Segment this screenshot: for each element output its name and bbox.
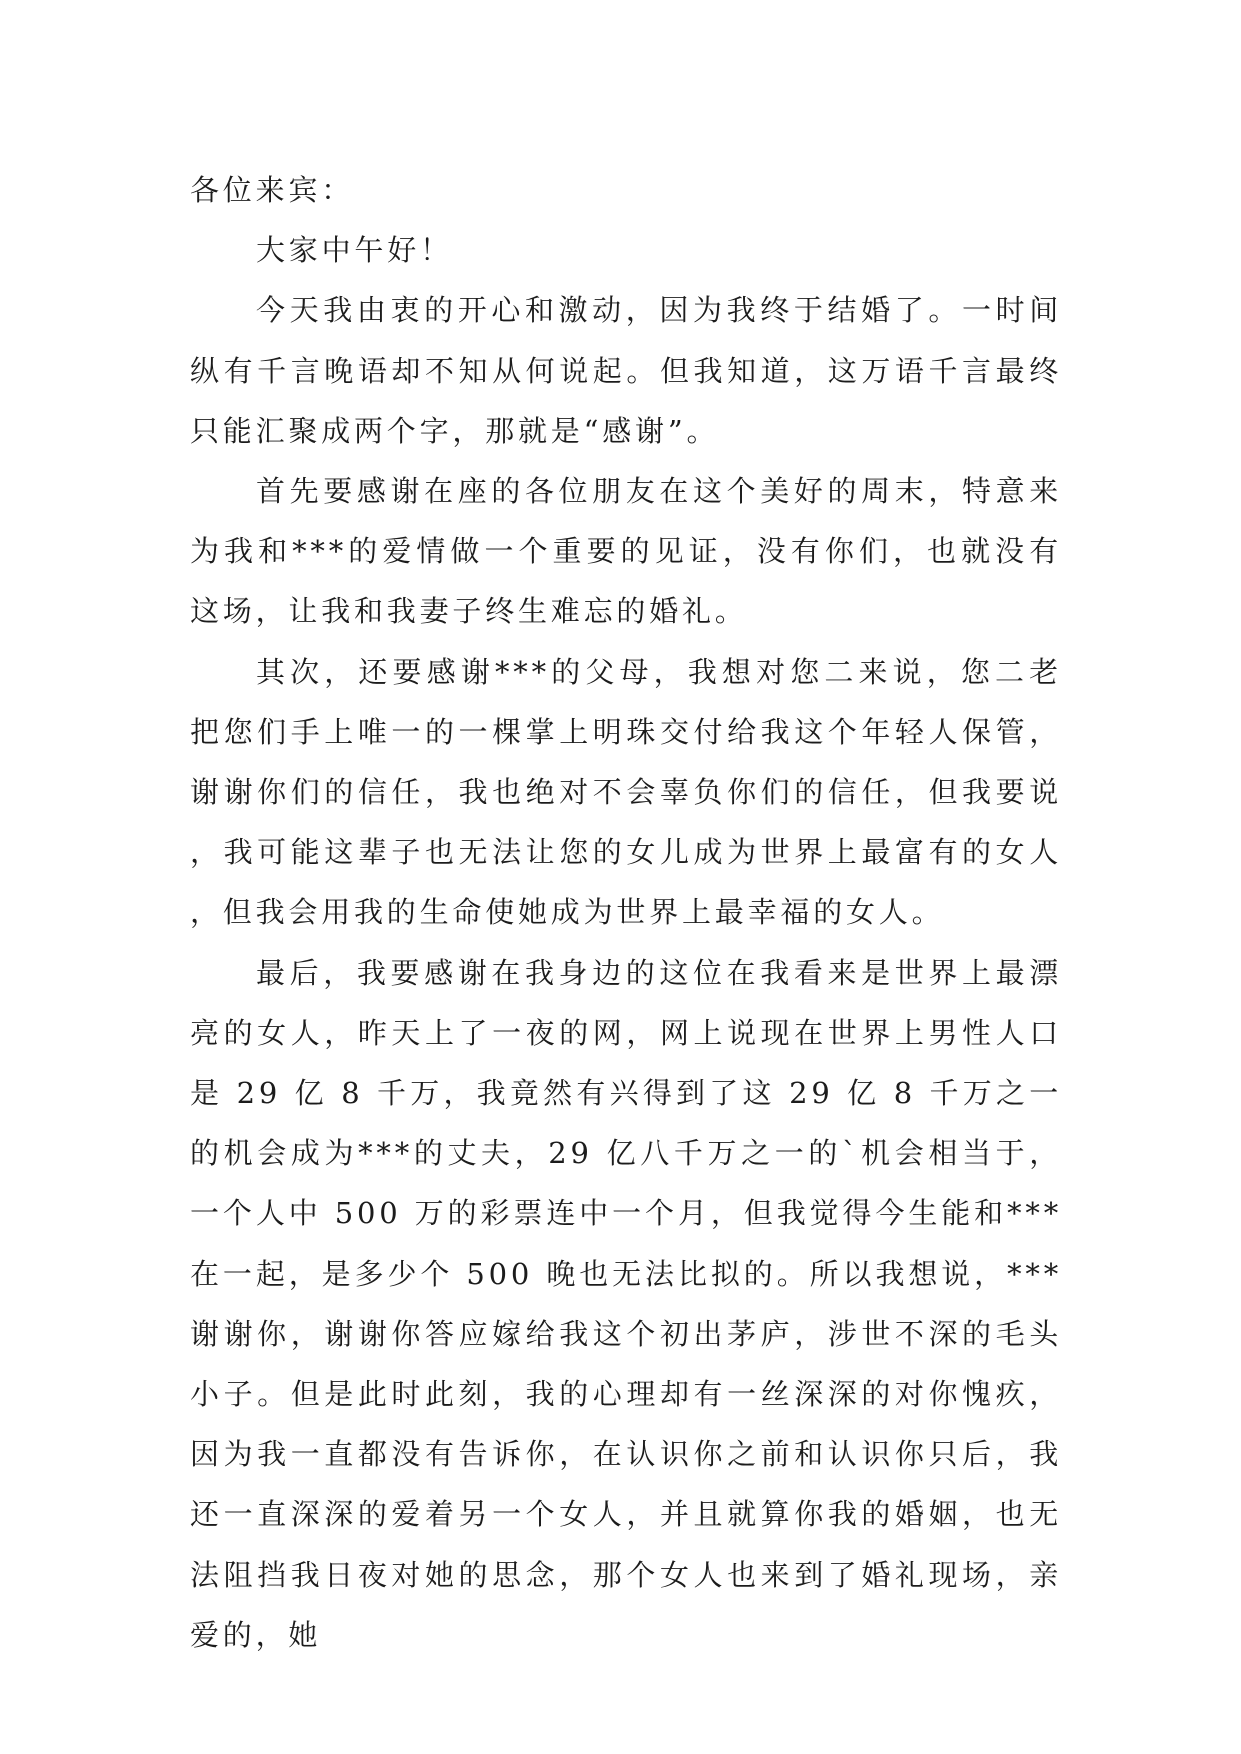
greeting-paragraph: 大家中午好！ <box>256 233 453 268</box>
thanks-friends-paragraph: 首先要感谢在座的各位朋友在这个美好的周末，特意来为我和***的爱情做一个重要的见证，没有你们，也就没有这场，让我和我妻子终生难忘的婚礼。 <box>190 474 1062 629</box>
salutation: 各位来宾： <box>190 173 355 207</box>
speech-body <box>190 160 1062 1665</box>
thanks-wife-paragraph: 最后，我要感谢在我身边的这位在我看来是世界上最漂亮的女人，昨天上了一夜的网，网上说现在世界上男性人口是 29 亿 8 千万，我竟然有兴得到了这 29 亿 8 千万之一的机会成为***的丈夫，29 亿八千万之一的`机会相当于，一个人中 500 万的彩票连中一个月，但我觉得今生能和***在一起，是多少个 500 晚也无法比拟的。所以我想说，***谢谢你，谢谢你答应嫁给我这个初出茅庐，涉世不深的毛头小子。但是此时此刻，我的心理却有一丝深深的对你愧疚，因为我一直都没有告诉你，在认识你之前和认识你只后，我还一直深深的爱着另一个女人，并且就算你我的婚姻，也无法阻挡我日夜对她的思念，那个女人也来到了婚礼现场，亲爱的，她 <box>190 955 1062 1652</box>
thanks-parents-paragraph: 其次，还要感谢***的父母，我想对您二来说，您二老把您们手上唯一的一棵掌上明珠交付给我这个年轻人保管，谢谢你们的信任，我也绝对不会辜负你们的信任，但我要说，我可能这辈子也无法让您的女儿成为世界上最富有的女人，但我会用我的生命使她成为世界上最幸福的女人。 <box>190 654 1062 930</box>
opening-paragraph: 今天我由衷的开心和激动，因为我终于结婚了。一时间纵有千言晚语却不知从何说起。但我知道，这万语千言最终只能汇聚成两个字，那就是“感谢”。 <box>190 293 1062 448</box>
